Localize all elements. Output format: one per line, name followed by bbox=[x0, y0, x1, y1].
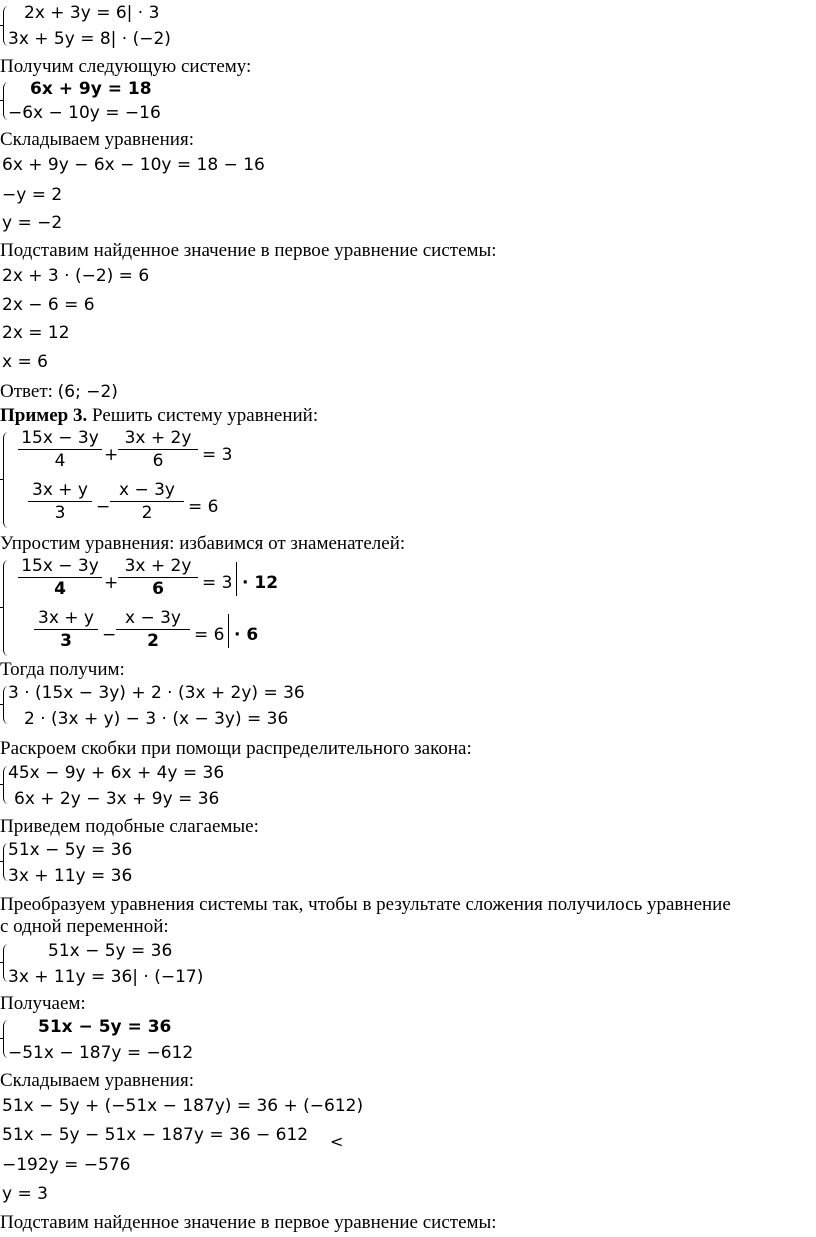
fraction-2-numerator: 3x + 2y bbox=[124, 428, 192, 448]
addition-line-2: −y = 2 bbox=[2, 185, 63, 205]
fraction-bar bbox=[110, 501, 184, 502]
fraction-1-numerator: 15x − 3y bbox=[21, 556, 99, 576]
system-brace bbox=[3, 560, 8, 656]
text-togda: Тогда получим: bbox=[0, 659, 125, 680]
fraction-2 bbox=[118, 428, 198, 471]
togda-eq-1: 3 · (15x − 3y) + 2 · (3x + 2y) = 36 bbox=[8, 683, 305, 703]
system-1-eq-1: 2x + 3y = 6| · 3 bbox=[24, 3, 160, 23]
fraction-bar bbox=[18, 577, 102, 578]
equation-2-rhs: = 6 bbox=[188, 497, 219, 517]
fraction-1 bbox=[18, 428, 102, 471]
fraction-4-denominator: 2 bbox=[147, 631, 159, 651]
fraction-4-numerator: x − 3y bbox=[119, 480, 175, 500]
addition-2-line-1: 51x − 5y + (−51x − 187y) = 36 + (−612) bbox=[2, 1096, 364, 1116]
substitution-line-3: 2x = 12 bbox=[2, 323, 70, 343]
minus-sign: − bbox=[96, 497, 111, 517]
fraction-bar bbox=[28, 501, 92, 502]
raskroem-eq-2: 6x + 2y − 3x + 9y = 36 bbox=[14, 789, 220, 809]
preobrazuem-eq-2: 3x + 11y = 36| · (−17) bbox=[8, 967, 204, 987]
fraction-3-denominator: 3 bbox=[60, 631, 72, 651]
fraction-bar bbox=[118, 449, 198, 450]
raskroem-eq-1: 45x − 9y + 6x + 4y = 36 bbox=[8, 763, 225, 783]
fraction-4-numerator: x − 3y bbox=[125, 608, 181, 628]
fraction-2-denominator: 6 bbox=[152, 451, 164, 471]
answer-value: (6; −2) bbox=[57, 382, 118, 402]
togda-eq-2: 2 · (3x + y) − 3 · (x − 3y) = 36 bbox=[24, 709, 289, 729]
example-3-text: Решить систему уравнений: bbox=[87, 405, 319, 426]
text-uprostim: Упростим уравнения: избавимся от знаменателей: bbox=[0, 533, 406, 554]
fraction-bar bbox=[34, 629, 98, 630]
text-preobrazuem-2: с одной переменной: bbox=[0, 916, 169, 937]
privedem-eq-2: 3x + 11y = 36 bbox=[8, 866, 133, 886]
text-podstavim-1: Подставим найденное значение в первое уравнение системы: bbox=[0, 240, 497, 261]
text-poluchim-sistemu: Получим следующую систему: bbox=[0, 56, 252, 77]
text-privedem: Приведем подобные слагаемые: bbox=[0, 816, 259, 837]
system-brace bbox=[3, 432, 8, 528]
vertical-bar bbox=[228, 614, 229, 648]
fraction-2-numerator: 3x + 2y bbox=[124, 556, 192, 576]
fraction-2-denominator: 6 bbox=[152, 579, 164, 599]
equation-1-rhs: = 3 bbox=[202, 573, 233, 593]
text-skladyvaem-1: Складываем уравнения: bbox=[0, 129, 194, 150]
example-3-label: Пример 3. bbox=[0, 405, 88, 426]
substitution-line-1: 2x + 3 · (−2) = 6 bbox=[2, 266, 150, 286]
fraction-4-denominator: 2 bbox=[141, 503, 153, 523]
fraction-3-denominator: 3 bbox=[54, 503, 66, 523]
addition-2-line-3: −192y = −576 bbox=[2, 1155, 131, 1175]
fraction-bar bbox=[118, 577, 198, 578]
fraction-4 bbox=[116, 608, 190, 651]
fraction-3 bbox=[28, 480, 92, 523]
fraction-2 bbox=[118, 556, 198, 599]
fraction-1-denominator: 4 bbox=[54, 451, 66, 471]
answer-label: Ответ: bbox=[0, 381, 58, 402]
stray-less-than-mark: < bbox=[330, 1132, 344, 1151]
multiplier-2: · 6 bbox=[234, 625, 259, 645]
minus-sign: − bbox=[102, 625, 117, 645]
addition-2-line-2: 51x − 5y − 51x − 187y = 36 − 612 bbox=[2, 1125, 309, 1145]
text-podstavim-2: Подставим найденное значение в первое уравнение системы: bbox=[0, 1212, 497, 1233]
addition-2-line-4: y = 3 bbox=[2, 1184, 48, 1204]
fraction-3-numerator: 3x + y bbox=[32, 480, 88, 500]
answer-line bbox=[0, 381, 118, 403]
fraction-1-numerator: 15x − 3y bbox=[21, 428, 99, 448]
fraction-bar bbox=[18, 449, 102, 450]
text-skladyvaem-2: Складываем уравнения: bbox=[0, 1070, 194, 1091]
vertical-bar bbox=[236, 562, 237, 596]
equation-2-rhs: = 6 bbox=[194, 625, 225, 645]
privedem-eq-1: 51x − 5y = 36 bbox=[8, 840, 133, 860]
addition-line-3: y = −2 bbox=[2, 213, 63, 233]
substitution-line-2: 2x − 6 = 6 bbox=[2, 295, 95, 315]
equation-1-rhs: = 3 bbox=[202, 445, 233, 465]
multiplier-1: · 12 bbox=[242, 573, 279, 593]
addition-line-1: 6x + 9y − 6x − 10y = 18 − 16 bbox=[2, 155, 265, 175]
fraction-bar bbox=[116, 629, 190, 630]
text-poluchaem: Получаем: bbox=[0, 993, 86, 1014]
example-3-heading bbox=[0, 405, 318, 427]
system-1-eq-2: 3x + 5y = 8| · (−2) bbox=[8, 29, 171, 49]
fraction-4 bbox=[110, 480, 184, 523]
substitution-line-4: x = 6 bbox=[2, 352, 48, 372]
system-2-eq-2: −6x − 10y = −16 bbox=[8, 103, 161, 123]
fraction-3-numerator: 3x + y bbox=[38, 608, 94, 628]
plus-sign: + bbox=[104, 445, 119, 465]
text-raskroem: Раскроем скобки при помощи распределительного закона: bbox=[0, 738, 472, 759]
system-2-eq-1: 6x + 9y = 18 bbox=[30, 79, 152, 99]
text-preobrazuem-1: Преобразуем уравнения системы так, чтобы в результате сложения получилось уравнение bbox=[0, 894, 731, 915]
poluchaem-eq-1: 51x − 5y = 36 bbox=[38, 1017, 172, 1037]
preobrazuem-eq-1: 51x − 5y = 36 bbox=[48, 941, 173, 961]
fraction-3 bbox=[34, 608, 98, 651]
plus-sign: + bbox=[104, 573, 119, 593]
fraction-1-denominator: 4 bbox=[54, 579, 66, 599]
fraction-1 bbox=[18, 556, 102, 599]
poluchaem-eq-2: −51x − 187y = −612 bbox=[8, 1043, 194, 1063]
